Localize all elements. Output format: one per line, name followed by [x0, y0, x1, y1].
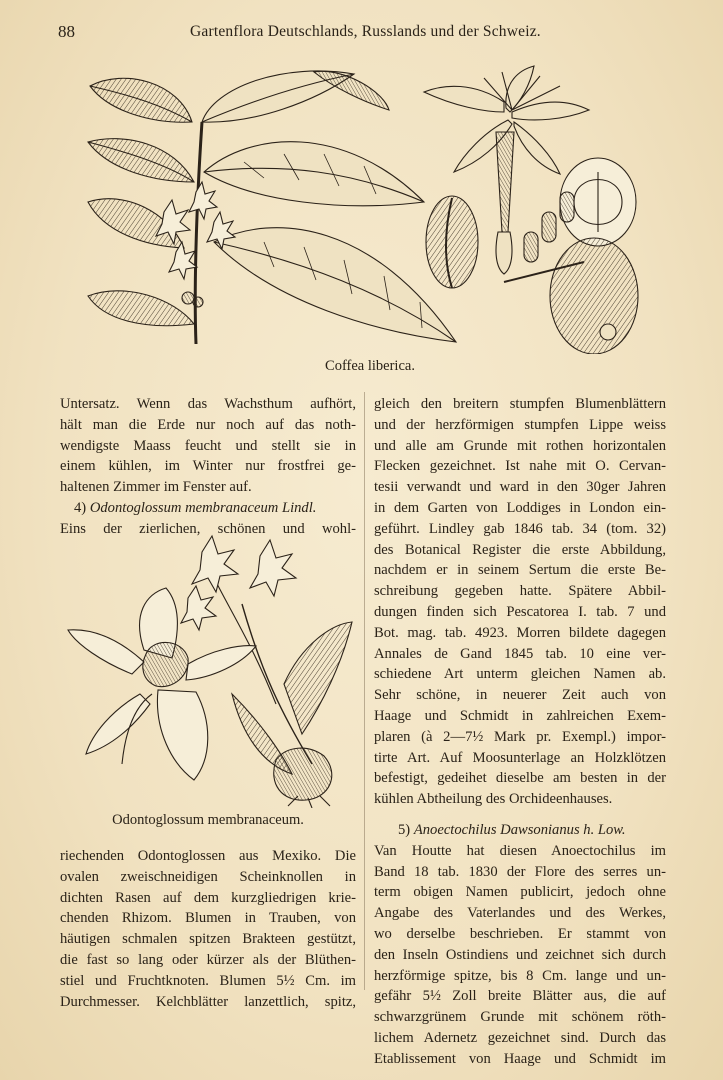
- text-line: Untersatz. Wenn das Wachsthum aufhört,: [60, 396, 356, 412]
- figure-caption-odontoglossum: Odontoglossum membranaceum.: [112, 812, 304, 828]
- text-line: Annales de Gand 1845 tab. 10 eine ver-: [374, 645, 666, 662]
- text-line: dichten Rasen auf dem kurzgliedrigen krie-: [60, 889, 356, 906]
- text-line: des Botanical Register die erste Abbildung,: [374, 541, 666, 558]
- section-number: 4): [74, 499, 87, 516]
- text-line: Haage und Schmidt in zahlreichen Exem-: [374, 707, 666, 724]
- text-line: Etablissement von Haage und Schmidt im: [374, 1050, 666, 1067]
- text-line: ovalen zweischneidigen Scheinknollen in: [60, 868, 356, 885]
- text-line: wo derselbe beschrieben. Er stammt von: [374, 925, 666, 942]
- text-line: Durchmesser. Kelchblätter lanzettlich, spitz,: [60, 993, 356, 1010]
- text-line: riechenden Odontoglossen aus Mexiko. Die: [60, 848, 356, 864]
- running-title: Gartenflora Deutschlands, Russlands und der Schweiz.: [190, 23, 541, 40]
- left-column-top: [60, 394, 356, 540]
- section-heading-4: [60, 498, 356, 519]
- section-heading-5: [374, 820, 666, 841]
- column-divider: [364, 392, 365, 990]
- text-line: kühlen Abtheilung des Orchideenhauses.: [374, 791, 613, 808]
- text-line: dungen finden sich Pescatorea I. tab. 7 und: [374, 603, 666, 620]
- text-line: tirte Art. Auf Moosunterlage an Holzklötzen: [374, 749, 666, 766]
- text-line: schiedene Art unterm gleichen Namen ab.: [374, 666, 666, 683]
- species-name: Anoectochilus Dawsonianus h. Low.: [413, 821, 626, 838]
- text-line: lichem Adernetz gezeichnet sind. Durch das: [374, 1029, 666, 1046]
- text-line: herzförmige spitze, bis 8 Cm. lange und un-: [374, 967, 666, 984]
- section-number: 5): [398, 821, 411, 838]
- text-line: gefähr 5½ Zoll breite Blätter aus, die auf: [374, 988, 666, 1005]
- coffea-liberica-illustration: [84, 62, 654, 354]
- page-number: 88: [58, 22, 75, 41]
- text-line: Flecken gezeichnet. Ist nahe mit O. Cervan-: [374, 458, 666, 475]
- text-line: nachdem er in seinem Sertum die erste Be-: [374, 562, 666, 579]
- text-line: tesii verwandt und ward in den 30ger Jahren: [374, 479, 666, 496]
- figure-caption-coffea: Coffea liberica.: [325, 358, 415, 374]
- text-line: Eins der zierlichen, schönen und wohl-: [60, 520, 356, 537]
- odontoglossum-illustration: [62, 534, 354, 808]
- text-line: den Inseln Ostindiens und zeichnet sich durch: [374, 946, 666, 963]
- text-line: hält man die Erde nur noch auf das noth-: [60, 416, 356, 433]
- right-column: [374, 394, 666, 1070]
- text-line: chenden Rhizom. Blumen in Trauben, von: [60, 910, 356, 927]
- text-line: in dem Garten von Loddiges in London ein-: [374, 499, 666, 516]
- text-line: plaren (à 2—7½ Mark pr. Exempl.) impor-: [374, 728, 666, 745]
- species-name: Odontoglossum membranaceum Lindl.: [89, 499, 317, 516]
- text-line: gleich den breitern stumpfen Blumenblättern: [374, 396, 666, 412]
- text-line: und der herzförmigen stumpfen Lippe weiss: [374, 416, 666, 433]
- text-line: geführt. Lindley gab 1846 tab. 34 (tom. 32): [374, 520, 666, 537]
- text-line: schreibung gegeben hatte. Spätere Abbil-: [374, 583, 666, 600]
- text-line: und alle am Grunde mit rothen horizontalen: [374, 437, 666, 454]
- text-line: Band 18 tab. 1830 der Flore des serres un-: [374, 863, 666, 880]
- spacer: [374, 810, 666, 820]
- text-line: haltenen Zimmer im Fenster auf.: [60, 479, 252, 496]
- text-line: die fast so lang oder kürzer als der Blüthen-: [60, 951, 356, 968]
- text-line: stiel und Fruchtknoten. Blumen 5½ Cm. im: [60, 972, 356, 989]
- text-line: befestigt, gedeihet dieselbe am besten in der: [374, 770, 666, 787]
- text-line: häutigen schmalen spitzen Brakteen gestützt,: [60, 931, 356, 948]
- left-column-bottom: [60, 846, 356, 1012]
- text-line: Angabe des Vaterlandes und des Werkes,: [374, 905, 666, 922]
- text-line: schwarzgrünem Grunde mit schönem röth-: [374, 1009, 666, 1026]
- page-header: [58, 22, 678, 44]
- text-line: Bot. mag. tab. 4923. Morren bildete dagegen: [374, 624, 666, 641]
- text-line: einem kühlen, im Winter nur frostfrei ge-: [60, 458, 356, 475]
- text-line: term obigen Namen publicirt, jedoch ohne: [374, 884, 666, 901]
- text-line: Van Houtte hat diesen Anoectochilus im: [374, 842, 666, 859]
- text-line: wendigste Maass feucht und stellt sie in: [60, 437, 356, 454]
- text-line: Sehr schöne, in neuerer Zeit auch von: [374, 687, 666, 704]
